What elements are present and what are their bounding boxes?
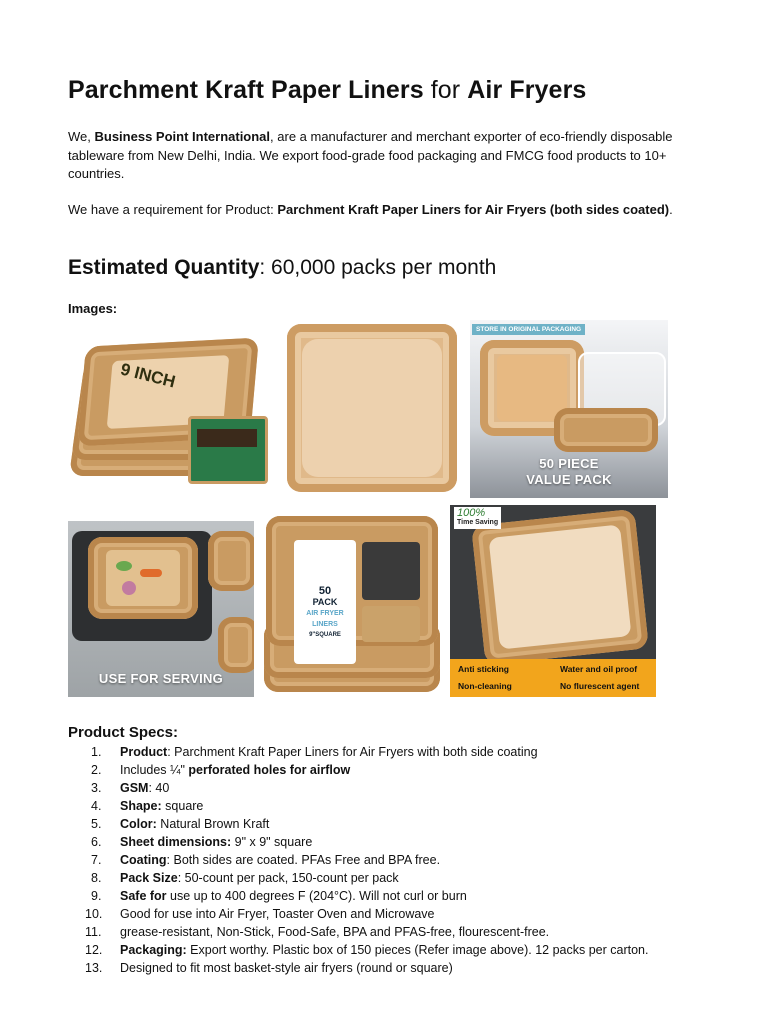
spec-item <box>91 833 708 851</box>
features-panel <box>450 659 656 697</box>
spec-value: Export worthy. Plastic box of 150 pieces (Refer image above). 12 packs per carton. <box>186 943 649 957</box>
spec-value: : Both sides are coated. PFAs Free and BPA free. <box>166 853 441 867</box>
spec-number: 2. <box>91 763 102 777</box>
spec-item <box>91 851 708 869</box>
pack-product-line2: LINERS <box>312 621 338 628</box>
spec-item <box>91 887 708 905</box>
product-image-serving <box>68 521 254 697</box>
pack-word: PACK <box>312 597 338 607</box>
feature-anti-sticking: Anti sticking <box>458 664 510 674</box>
spec-key: Packaging: <box>120 943 187 957</box>
title-product: Parchment Kraft Paper Liners <box>68 76 424 104</box>
spec-key: GSM <box>120 781 149 795</box>
page-title <box>68 76 586 105</box>
spec-value: grease-resistant, Non-Stick, Food-Safe, BPA and PFAS-free, flourescent-free. <box>120 925 550 939</box>
spec-item <box>91 869 708 887</box>
pack-count: 50 <box>318 585 332 597</box>
spec-key: Sheet dimensions: <box>120 835 232 849</box>
spec-item <box>85 959 708 977</box>
spec-number: 10. <box>85 907 103 921</box>
spec-item <box>91 815 708 833</box>
spec-value: Natural Brown Kraft <box>156 817 270 831</box>
requirement-period: . <box>669 202 673 217</box>
spec-key: perforated holes for airflow <box>188 763 351 777</box>
spec-number: 4. <box>91 799 102 813</box>
spec-number: 7. <box>91 853 102 867</box>
spec-item <box>91 797 708 815</box>
spec-number: 3. <box>91 781 102 795</box>
inset-box <box>188 416 268 484</box>
spec-item <box>85 941 708 959</box>
images-label: Images: <box>68 301 118 316</box>
spec-key: Safe for <box>120 889 167 903</box>
spec-number: 12. <box>85 943 103 957</box>
quantity-label: Estimated Quantity <box>68 256 260 279</box>
intro-text-a: We, <box>68 129 95 144</box>
serving-caption: USE FOR SERVING <box>98 671 224 686</box>
spec-key: Pack Size <box>120 871 178 885</box>
spec-value: : 50-count per pack, 150-count per pack <box>177 871 399 885</box>
spec-item <box>85 905 708 923</box>
time-saving-percent: 100% <box>457 507 486 519</box>
spec-value: 9" x 9" square <box>231 835 313 849</box>
spec-value: square <box>161 799 204 813</box>
spec-value: use up to 400 degrees F (204°C). Will not curl or burn <box>166 889 467 903</box>
specs-title: Product Specs: <box>68 724 179 741</box>
spec-item <box>91 761 708 779</box>
spec-key: Color: <box>120 817 157 831</box>
spec-number: 6. <box>91 835 102 849</box>
time-saving-text: Time Saving <box>457 519 499 526</box>
requirement-text: We have a requirement for Product: <box>68 202 278 217</box>
spec-item <box>91 779 708 797</box>
value-pack-line2: VALUE PACK <box>526 472 612 487</box>
spec-number: 5. <box>91 817 102 831</box>
spec-number: 11. <box>85 925 102 939</box>
quantity-heading <box>68 256 496 280</box>
title-target: Air Fryers <box>467 76 587 104</box>
size-label: 9 INCH <box>118 359 178 392</box>
requirement-paragraph <box>68 201 698 220</box>
food-photo <box>362 542 420 600</box>
spec-key: Shape: <box>120 799 162 813</box>
value-pack-caption <box>470 456 668 488</box>
product-image-50-pack <box>262 516 442 696</box>
value-pack-line1: 50 PIECE <box>539 456 599 471</box>
food-photo-2 <box>362 606 420 642</box>
spec-value: : 40 <box>148 781 170 795</box>
spec-value: : Parchment Kraft Paper Liners for Air Fryers with both side coating <box>167 745 538 759</box>
spec-number: 1. <box>91 745 102 759</box>
pack-product-line1: AIR FRYER <box>306 610 344 617</box>
pack-size: 9"SQUARE <box>309 632 341 638</box>
product-image-value-pack <box>470 320 668 498</box>
spec-item <box>85 923 708 941</box>
feature-water-oil-proof: Water and oil proof <box>560 664 638 674</box>
product-image-features <box>450 505 656 697</box>
intro-text-b: , are a manufacturer and merchant exporter of eco-friendly disposable tableware from New Delhi, India. We export food-grade food packaging and FMCG food products to 10+ countries. <box>68 129 673 181</box>
spec-number: 8. <box>91 871 102 885</box>
company-name: Business Point International <box>94 129 271 144</box>
spec-key: Coating <box>120 853 167 867</box>
spec-value: Good for use into Air Fryer, Toaster Oven and Microwave <box>120 907 435 921</box>
title-connector: for <box>423 76 468 104</box>
packaging-banner: STORE IN ORIGINAL PACKAGING <box>472 324 585 335</box>
product-image-stacked-liners <box>68 318 268 498</box>
feature-no-fluorescent: No flurescent agent <box>560 681 640 691</box>
spec-key: Product <box>120 745 168 759</box>
quantity-value: : 60,000 packs per month <box>259 256 497 279</box>
feature-non-cleaning: Non-cleaning <box>458 681 512 691</box>
pack-label-card <box>294 540 356 664</box>
requirement-product: Parchment Kraft Paper Liners for Air Fryers (both sides coated) <box>277 202 670 217</box>
intro-paragraph <box>68 128 698 184</box>
spec-item <box>91 743 708 761</box>
specs-list <box>68 743 708 977</box>
product-image-single-liner <box>283 320 463 496</box>
spec-number: 13. <box>85 961 103 975</box>
spec-number: 9. <box>91 889 102 903</box>
spec-prefix: Includes ¼" <box>120 763 189 777</box>
time-saving-badge <box>454 507 501 529</box>
spec-value: Designed to fit most basket-style air fryers (round or square) <box>120 961 453 975</box>
